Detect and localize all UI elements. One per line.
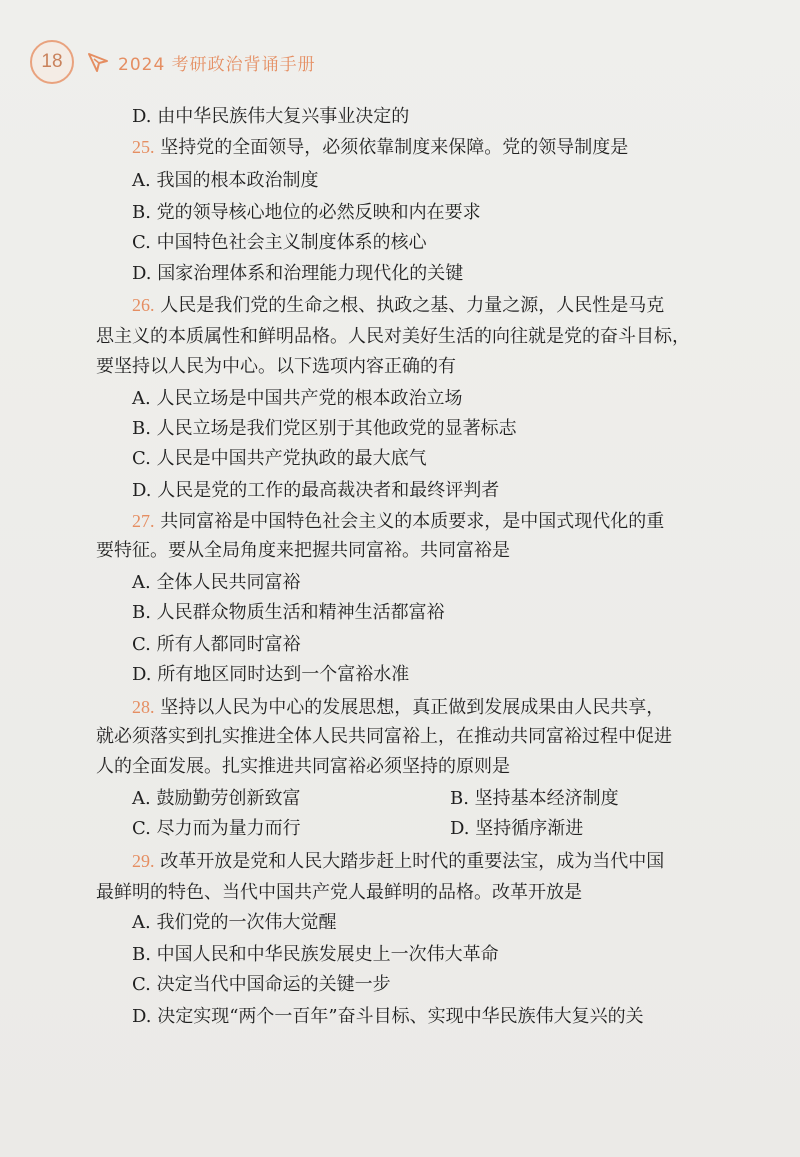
option-c: C. 人民是中国共产党执政的最大底气: [132, 448, 427, 469]
option-d: D. 决定实现“两个一百年”奋斗目标、实现中华民族伟大复兴的关: [132, 1006, 644, 1027]
option-b: B. 党的领导核心地位的必然反映和内在要求: [132, 202, 481, 223]
question-number: 25.: [132, 137, 155, 157]
question-number: 27.: [132, 511, 155, 531]
option-c: C. 所有人都同时富裕: [132, 634, 301, 655]
question-number: 29.: [132, 851, 155, 871]
question-27-stem-line1: [132, 508, 664, 535]
paper-plane-icon: [86, 50, 110, 74]
question-text: 改革开放是党和人民大踏步赶上时代的重要法宝，成为当代中国: [160, 851, 665, 872]
question-number: 28.: [132, 697, 155, 717]
option-a: A. 我们党的一次伟大觉醒: [132, 912, 337, 933]
option-b: B. 人民群众物质生活和精神生活都富裕: [132, 602, 445, 623]
option-a: A. 人民立场是中国共产党的根本政治立场: [132, 388, 463, 409]
question-26-stem-line1: [132, 292, 664, 319]
option-c: C. 决定当代中国命运的关键一步: [132, 974, 391, 995]
question-text: 坚持党的全面领导，必须依靠制度来保障。党的领导制度是: [160, 137, 629, 158]
question-number: 26.: [132, 295, 155, 315]
option-a: A. 全体人民共同富裕: [132, 572, 301, 593]
question-text: 坚持以人民为中心的发展思想，真正做到发展成果由人民共享，: [160, 697, 665, 718]
page-number: 18: [30, 40, 74, 84]
option-b: B. 人民立场是我们党区别于其他政党的显著标志: [132, 418, 517, 439]
question-28-stem-line3: 人的全面发展。扎实推进共同富裕必须坚持的原则是: [96, 756, 510, 777]
option-a: A. 鼓励勤劳创新致富: [132, 788, 301, 809]
question-text: 共同富裕是中国特色社会主义的本质要求，是中国式现代化的重: [160, 511, 665, 532]
option-text: D. 由中华民族伟大复兴事业决定的: [132, 106, 410, 127]
option-b: B. 坚持基本经济制度: [450, 788, 619, 809]
question-29-stem-line2: 最鲜明的特色、当代中国共产党人最鲜明的品格。改革开放是: [96, 882, 582, 903]
question-26-stem-line3: 要坚持以人民为中心。以下选项内容正确的有: [96, 356, 456, 377]
question-26-stem-line2: 思主义的本质属性和鲜明品格。人民对美好生活的向往就是党的奋斗目标，: [96, 326, 690, 347]
option-c: C. 中国特色社会主义制度体系的核心: [132, 232, 427, 253]
question-25-stem: [132, 134, 628, 161]
option-c: C. 尽力而为量力而行: [132, 818, 301, 839]
question-28-stem-line1: [132, 694, 664, 721]
option-d: D. 国家治理体系和治理能力现代化的关键: [132, 263, 464, 284]
page-header: [30, 40, 316, 84]
option-d: D. 人民是党的工作的最高裁决者和最终评判者: [132, 480, 500, 501]
option-b: B. 中国人民和中华民族发展史上一次伟大革命: [132, 944, 499, 965]
option-d: D. 所有地区同时达到一个富裕水准: [132, 664, 410, 685]
option-a: A. 我国的根本政治制度: [132, 170, 319, 191]
question-text: 人民是我们党的生命之根、执政之基、力量之源，人民性是马克: [160, 295, 665, 316]
question-27-stem-line2: 要特征。要从全局角度来把握共同富裕。共同富裕是: [96, 540, 510, 561]
option-d: D. 坚持循序渐进: [450, 818, 584, 839]
book-title: 2024 考研政治背诵手册: [118, 54, 316, 75]
question-29-stem-line1: [132, 848, 664, 875]
question-28-stem-line2: 就必须落实到扎实推进全体人民共同富裕上，在推动共同富裕过程中促进: [96, 726, 672, 747]
